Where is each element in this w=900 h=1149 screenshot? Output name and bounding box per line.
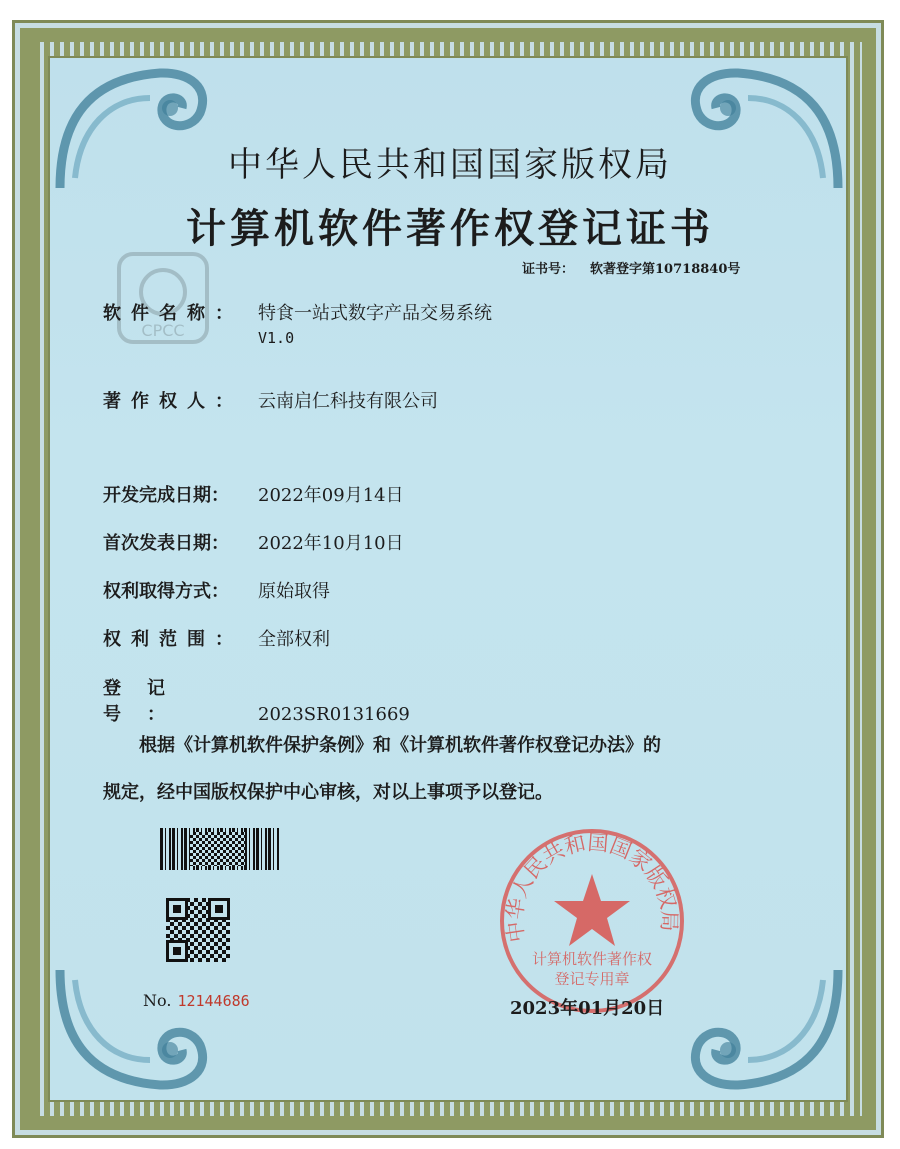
software-name-label: 软件名称： — [103, 303, 243, 324]
dev-date-label: 开发完成日期： — [103, 485, 229, 506]
statement-line-2: 规定，经中国版权保护中心审核，对以上事项予以登记。 — [103, 782, 553, 803]
seal-inner-line-2: 登记专用章 — [554, 970, 630, 988]
scope-row — [103, 625, 330, 651]
qr-code — [166, 898, 230, 962]
serial-value: 12144686 — [177, 992, 250, 1010]
certificate-title: 计算机软件著作权登记证书 — [186, 205, 714, 252]
acquire-label: 权利取得方式： — [103, 581, 229, 602]
dev-date-row — [103, 481, 404, 507]
svg-text:CPCC: CPCC — [141, 321, 185, 340]
scope-label: 权利范围： — [103, 629, 243, 650]
seal-ring-text: 中华人民共和国国家版权局 — [502, 830, 682, 944]
software-version: V1.0 — [258, 329, 295, 347]
owner-row — [103, 387, 438, 413]
issuer-title: 中华人民共和国国家版权局 — [228, 145, 672, 185]
issue-date: 2023年01月20日 — [510, 998, 665, 1019]
owner-label: 著作权人： — [103, 391, 243, 412]
reg-no-row — [103, 674, 410, 726]
reg-no-value: 2023SR0131669 — [258, 704, 410, 725]
acquire-row — [103, 577, 330, 603]
corner-ornament-bottom-left — [50, 960, 220, 1100]
scope-value: 全部权利 — [258, 629, 330, 650]
software-name-row — [103, 299, 492, 347]
dev-date-value: 2022年09月14日 — [258, 485, 404, 506]
cert-number-value: 软著登字第10718840号 — [590, 262, 741, 277]
barcode — [160, 828, 280, 870]
statement-line-1: 根据《计算机软件保护条例》和《计算机软件著作权登记办法》的 — [139, 735, 661, 756]
publish-date-value: 2022年10月10日 — [258, 533, 404, 554]
cert-number-label: 证书号： — [522, 262, 575, 277]
corner-ornament-bottom-right — [678, 960, 848, 1100]
serial-label: No. — [143, 991, 172, 1010]
certificate-number — [522, 258, 740, 277]
owner-value: 云南启仁科技有限公司 — [258, 391, 438, 412]
software-name-value: 特食一站式数字产品交易系统 — [258, 303, 492, 324]
publish-date-row — [103, 529, 404, 555]
reg-no-label: 登记号： — [103, 678, 191, 725]
seal-inner-line-1: 计算机软件著作权 — [531, 950, 653, 968]
official-seal — [497, 826, 687, 1016]
acquire-value: 原始取得 — [258, 581, 330, 602]
statement-text — [103, 722, 763, 816]
star-icon — [554, 874, 630, 946]
serial-number — [143, 991, 250, 1010]
publish-date-label: 首次发表日期： — [103, 533, 229, 554]
